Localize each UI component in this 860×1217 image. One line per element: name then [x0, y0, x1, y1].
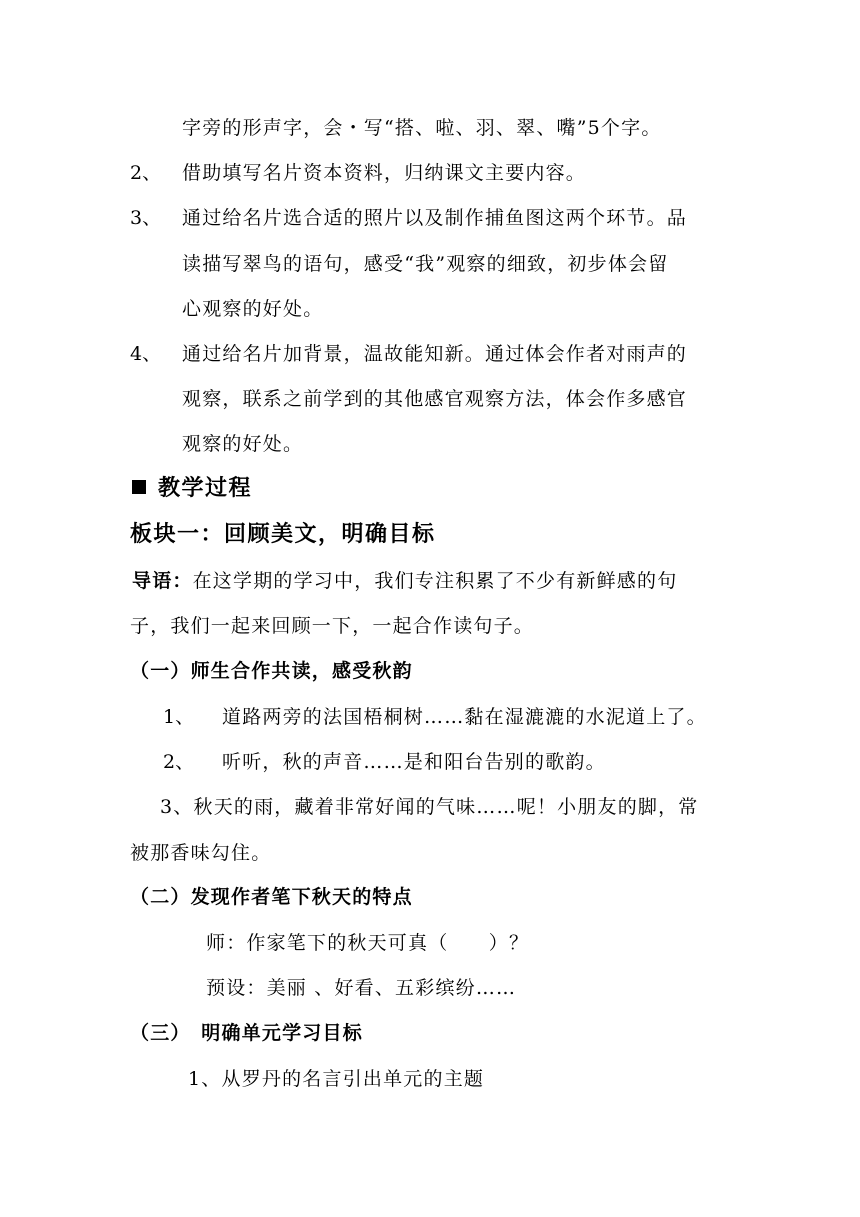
- sec1-item-1-number: 1、: [163, 706, 195, 728]
- goal-item-4-line-1: 通过给名片加背景，温故能知新。通过体会作者对雨声的: [182, 343, 688, 365]
- goal-item-4-number: 4、: [130, 343, 162, 365]
- subsection-3-title: （三） 明确单元学习目标: [130, 1022, 363, 1044]
- goal-item-3-line-3: 心观察的好处。: [182, 298, 324, 320]
- sec1-item-3-line-1: 3、秋天的雨，藏着非常好闻的气味……呢！小朋友的脚，常: [160, 796, 699, 818]
- sec1-item-2-number: 2、: [163, 751, 195, 773]
- black-square-icon: [132, 480, 146, 494]
- teacher-question: 师：作家笔下的秋天可真（ ）？: [206, 932, 530, 954]
- subsection-1-title: （一）师生合作共读，感受秋韵: [130, 660, 413, 682]
- section-heading: [132, 473, 252, 503]
- subsection-2-title: （二）发现作者笔下秋天的特点: [130, 886, 413, 908]
- intro-line-1: [132, 568, 677, 594]
- sec1-item-2-text: 听听，秋的声音……是和阳台告别的歌韵。: [222, 751, 606, 773]
- block-1-title: 板块一：回顾美文，明确目标: [130, 521, 436, 547]
- section-heading-text: 教学过程: [158, 475, 253, 501]
- intro-text: 在这学期的学习中，我们专注积累了不少有新鲜感的句: [192, 570, 678, 592]
- goal-item-3-number: 3、: [130, 207, 162, 229]
- goal-item-3-line-2: 读描写翠鸟的语句，感受“我”观察的细致，初步体会留: [182, 253, 669, 275]
- goal-item-4-line-2: 观察，联系之前学到的其他感官观察方法，体会作多感官: [182, 388, 688, 410]
- intro-label: 导语：: [132, 570, 193, 592]
- goal-item-3-line-1: 通过给名片选合适的照片以及制作捕鱼图这两个环节。品: [182, 207, 688, 229]
- intro-line-2: 子，我们一起来回顾一下，一起合作读句子。: [130, 615, 535, 637]
- preset-answer: 预设：美丽 、好看、五彩缤纷……: [206, 977, 517, 999]
- sec1-item-1-text: 道路两旁的法国梧桐树……黏在湿漉漉的水泥道上了。: [222, 706, 707, 728]
- goal-item-2-number: 2、: [130, 162, 162, 184]
- goal-item-4-line-3: 观察的好处。: [182, 433, 304, 455]
- sec1-item-3-line-2: 被那香味勾住。: [130, 842, 272, 864]
- goal-line-continued: 字旁的形声字，会・写“搭、啦、羽、翠、嘴”5个字。: [182, 117, 662, 139]
- goal-item-2-text: 借助填写名片资本资料，归纳课文主要内容。: [182, 162, 587, 184]
- sec3-item-1: 1、从罗丹的名言引出单元的主题: [188, 1068, 485, 1090]
